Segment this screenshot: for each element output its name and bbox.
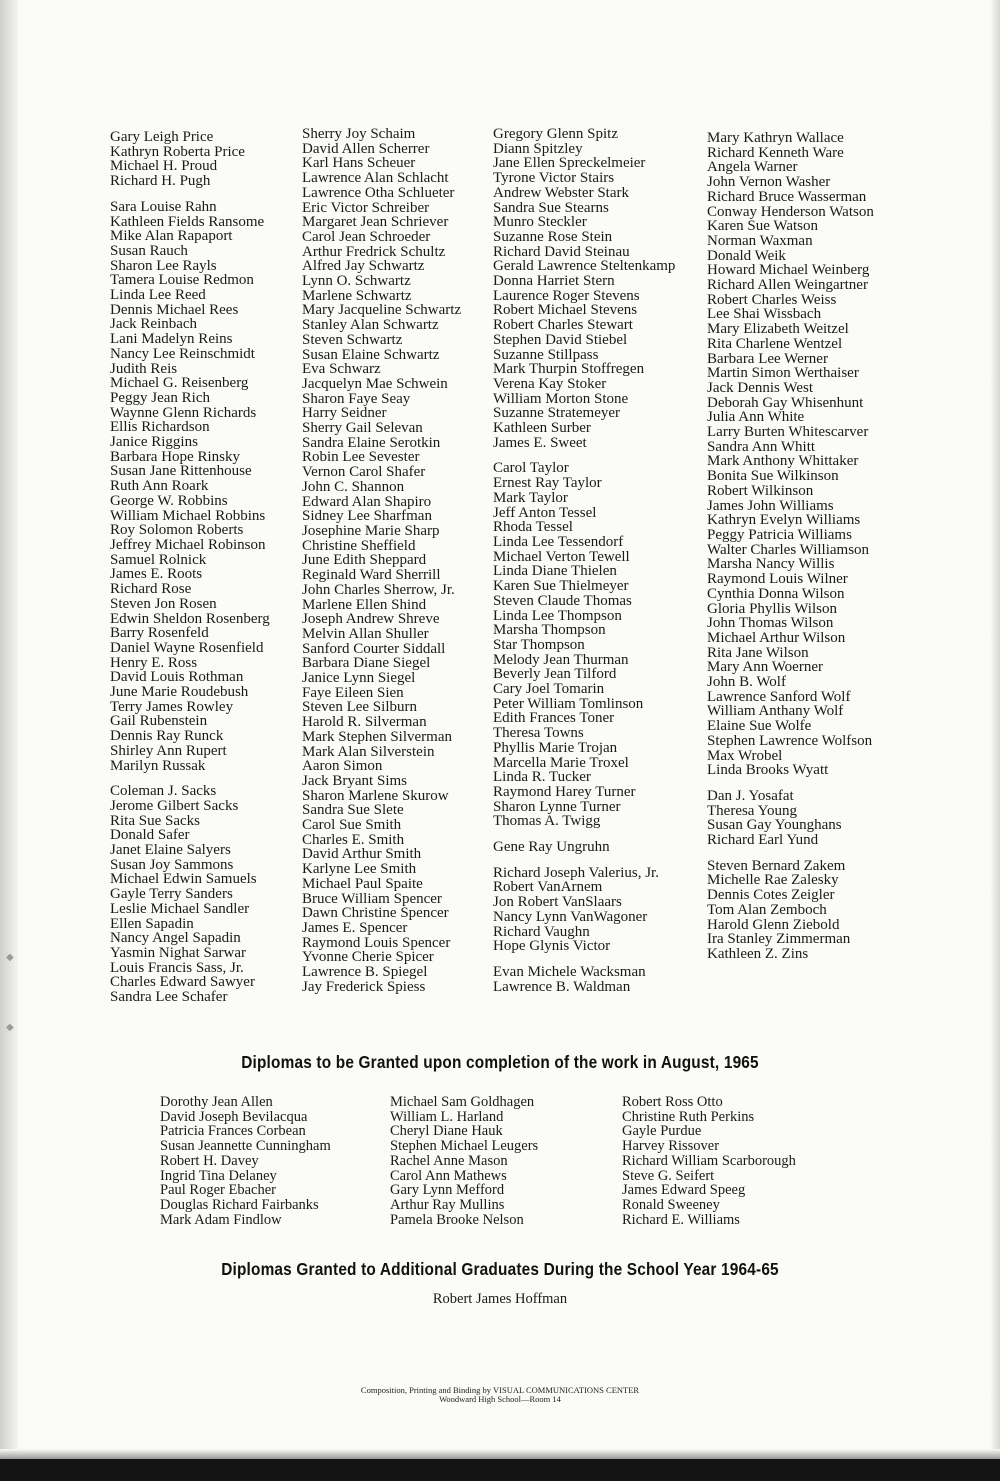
graduate-name: Rhoda Tessel [493,519,573,536]
graduate-name: Jon Robert VanSlaars [493,894,622,911]
graduate-name: Daniel Wayne Rosenfield [110,639,264,656]
graduate-name: Susan Joy Sammons [110,856,234,873]
graduate-name: Peggy Patricia Williams [707,526,852,543]
paper-bottom-shadow [0,1449,1000,1459]
graduate-name: Josephine Marie Sharp [302,522,440,539]
graduate-name: Robert VanArnem [493,879,603,896]
graduate-name: Lee Shai Wissbach [707,306,822,323]
graduate-name: Eva Schwarz [302,361,381,378]
graduate-name: Richard William Scarborough [622,1152,796,1169]
graduate-name: Gayle Purdue [622,1123,702,1140]
graduate-name: Sanford Courter Siddall [302,640,446,657]
graduate-name: Suzanne Rose Stein [493,228,613,245]
graduate-name: Theresa Young [707,802,797,819]
graduate-name: Mary Jacqueline Schwartz [302,302,462,319]
graduate-name: Gerald Lawrence Steltenkamp [493,258,676,275]
graduate-name: Susan Elaine Schwartz [302,346,440,363]
graduate-name: Sara Louise Rahn [110,198,217,215]
graduate-name: Sandra Lee Schafer [110,989,228,1006]
graduate-name: Harold R. Silverman [302,714,427,731]
graduate-name: Thomas A. Twigg [493,813,601,830]
graduate-name: Richard Allen Weingartner [707,277,868,294]
graduate-name: William Morton Stone [493,390,629,407]
graduate-name: Kathryn Roberta Price [110,143,245,160]
graduate-name: Lynn O. Schwartz [302,273,411,290]
graduate-name: Faye Eileen Sien [302,684,404,701]
graduate-name: Harry Seidner [302,405,387,422]
graduate-name: Harold Glenn Ziebold [707,916,840,933]
graduate-name: Michael Edwin Samuels [110,871,257,888]
graduate-name: Elaine Sue Wolfe [707,718,812,735]
graduate-name: Janice Lynn Siegel [302,670,416,687]
graduate-name: James John Williams [707,497,834,514]
additional-graduates-heading: Diplomas Granted to Additional Graduates During the School Year 1964-65 [221,1259,779,1279]
graduate-name: Terry James Rowley [110,698,234,715]
graduate-name: Linda Brooks Wyatt [707,762,829,779]
graduate-name: Gregory Glenn Spitz [493,126,618,142]
graduate-name: Suzanne Stillpass [493,346,599,363]
graduate-name: Paul Roger Ebacher [160,1182,276,1199]
graduate-name: Lawrence Alan Schlacht [302,170,449,187]
graduate-name: Theresa Towns [493,725,584,742]
graduate-name: Pamela Brooke Nelson [390,1211,524,1228]
graduate-name: Nancy Angel Sapadin [110,930,241,947]
graduate-name: Steven Schwartz [302,331,403,348]
margin-mark: ◆ [6,1022,14,1033]
graduate-name: Aaron Simon [302,758,383,775]
graduate-name: Mark Thurpin Stoffregen [493,361,645,378]
graduate-name: Melvin Allan Shuller [302,625,429,642]
graduate-name: Dan J. Yosafat [707,787,794,804]
graduate-name: Karl Hans Scheuer [302,155,416,172]
graduate-name: Kathleen Fields Ransome [110,213,265,230]
graduate-name: Raymond Louis Spencer [302,934,451,951]
graduate-name: Gary Lynn Mefford [390,1182,505,1199]
graduate-name: Edith Frances Toner [493,710,615,727]
graduate-name: Stephen David Stiebel [493,331,628,348]
graduate-name: Donald Weik [707,247,786,264]
graduate-name: Waynne Glenn Richards [110,404,257,421]
graduate-name: Patricia Frances Corbean [160,1123,306,1140]
paper-right-edge [990,0,1000,1481]
graduate-name: Henry E. Ross [110,654,198,671]
graduate-name: Stanley Alan Schwartz [302,317,439,334]
graduate-name: Jeff Anton Tessel [493,504,597,521]
graduate-name: Edward Alan Shapiro [302,493,432,510]
graduate-name: William L. Harland [390,1108,504,1125]
graduate-name: Deborah Gay Whisenhunt [707,394,864,411]
graduate-name: Dorothy Jean Allen [160,1094,273,1110]
graduates-column-2 [302,127,461,994]
graduate-name: Donald Safer [110,827,190,844]
graduate-name: Gene Ray Ungruhn [493,839,610,856]
graduate-name: Jacquelyn Mae Schwein [302,375,448,392]
graduate-name: Cynthia Donna Wilson [707,585,845,602]
graduate-name: Gail Rubenstein [110,713,208,730]
graduate-name: Lawrence B. Spiegel [302,964,428,981]
graduate-name: Mary Elizabeth Weitzel [707,321,849,338]
graduate-name: Hope Glynis Victor [493,938,611,955]
graduate-name: Dennis Cotes Zeigler [707,887,835,904]
graduate-name: Karen Sue Thielmeyer [493,578,629,595]
graduate-name: Bonita Sue Wilkinson [707,468,839,485]
graduate-name: Peter William Tomlinson [493,695,644,712]
graduate-name: Marsha Nancy Willis [707,556,835,573]
graduate-name: Andrew Webster Stark [493,184,629,201]
graduate-name: Janet Elaine Salyers [110,842,231,859]
graduate-name: Susan Rauch [110,242,188,259]
graduate-name: John C. Shannon [302,478,405,495]
graduate-name: Jane Ellen Spreckelmeier [493,155,646,172]
graduate-name: Eric Victor Schreiber [302,199,430,216]
graduate-name: Joseph Andrew Shreve [302,611,440,628]
graduate-name: Robert Michael Stevens [493,302,638,319]
graduate-name: Evan Michele Wacksman [493,963,646,980]
graduate-name: Arthur Ray Mullins [390,1196,505,1213]
graduate-name: Linda Lee Tessendorf [493,533,624,550]
graduate-name: Howard Michael Weinberg [707,262,870,279]
graduate-name: Susan Jane Rittenhouse [110,463,252,480]
graduate-name: Jeffrey Michael Robinson [110,536,266,553]
graduate-name: Nancy Lee Reinschmidt [110,345,255,362]
graduate-name: Peggy Jean Rich [110,389,210,406]
graduate-name: John Thomas Wilson [707,615,834,632]
graduates-column-1 [110,130,270,1005]
graduate-name: Richard Earl Yund [707,832,819,849]
graduate-name: Linda R. Tucker [493,769,591,786]
graduate-name: Linda Lee Reed [110,287,206,304]
graduate-name: Carol Taylor [493,460,569,477]
graduate-name: Kathleen Z. Zins [707,945,809,962]
graduate-name: Stephen Michael Leugers [390,1138,539,1155]
graduate-name: Marilyn Russak [110,757,206,774]
graduate-name: Janice Riggins [110,434,198,451]
graduate-name: Michael Arthur Wilson [707,629,846,646]
graduate-name: Vernon Carol Shafer [302,464,426,481]
imprint-line-1: Composition, Printing and Binding by VISUAL COMMUNICATIONS CENTER [360,1385,640,1395]
graduate-name: Sherry Joy Schaim [302,126,416,142]
graduate-name: Dawn Christine Spencer [302,905,449,922]
graduate-name: Karlyne Lee Smith [302,861,417,878]
graduate-name: Ingrid Tina Delaney [160,1167,277,1184]
graduate-name: Roy Solomon Roberts [110,522,244,539]
graduate-name: Cheryl Diane Hauk [390,1123,503,1140]
graduate-name: Carol Jean Schroeder [302,228,431,245]
graduate-name: Steve G. Seifert [622,1167,715,1184]
graduate-name: Raymond Harey Turner [493,783,636,800]
graduate-name: Edwin Sheldon Rosenberg [110,610,270,627]
graduate-name: Donna Harriet Stern [493,273,615,290]
graduate-name: Raymond Louis Wilner [707,571,848,588]
graduate-name: Kathryn Evelyn Williams [707,512,861,529]
august-column-2 [390,1095,538,1227]
graduate-name: Michael Verton Tewell [493,548,630,565]
graduate-name: Rita Charlene Wentzel [707,335,843,352]
graduate-name: Richard E. Williams [622,1211,740,1228]
graduate-name: Larry Burten Whitescarver [707,424,869,441]
graduate-name: Arthur Fredrick Schultz [302,243,446,260]
graduate-name: Marsha Thompson [493,622,606,639]
graduate-name: Ronald Sweeney [622,1196,720,1213]
graduate-name: Sandra Sue Stearns [493,199,609,216]
graduate-name: Suzanne Stratemeyer [493,405,621,422]
graduate-name: Lawrence B. Waldman [493,978,631,995]
graduate-name: Richard Joseph Valerius, Jr. [493,864,659,881]
graduate-name: June Marie Roudebush [110,684,249,701]
graduate-name: Sharon Marlene Skurow [302,787,449,804]
graduate-name: Richard Vaughn [493,923,590,940]
graduate-name: Michael Paul Spaite [302,875,423,892]
graduate-name: Robert Charles Weiss [707,291,837,308]
graduate-name: Robert Ross Otto [622,1094,723,1110]
graduate-name: Mark Stephen Silverman [302,728,452,745]
graduate-name: Rita Jane Wilson [707,644,809,661]
graduate-name: Michael G. Reisenberg [110,375,249,392]
graduate-name: Jack Reinbach [110,316,198,333]
graduate-name: Sharon Lynne Turner [493,798,621,815]
graduate-name: Leslie Michael Sandler [110,900,250,917]
graduate-name: Robert Charles Stewart [493,317,633,334]
graduate-name: Gayle Terry Sanders [110,886,233,903]
graduate-name: Michael Sam Goldhagen [390,1094,535,1110]
paper-left-edge [0,0,18,1481]
graduate-name: Cary Joel Tomarin [493,681,605,698]
graduate-name: Karen Sue Watson [707,218,818,235]
graduate-name: Richard Bruce Wasserman [707,188,867,205]
imprint-line-2: Woodward High School—Room 14 [439,1394,561,1404]
graduate-name: Shirley Ann Rupert [110,742,227,759]
graduate-name: Barry Rosenfeld [110,625,209,642]
graduate-name: James Edward Speeg [622,1182,746,1199]
graduate-name: Sharon Faye Seay [302,390,411,407]
graduate-name: Mark Adam Findlow [160,1211,282,1228]
graduate-name: Michelle Rae Zalesky [707,872,839,889]
graduate-name: Mark Anthony Whittaker [707,453,859,470]
graduate-name: Diann Spitzley [493,140,583,157]
graduate-name: David Arthur Smith [302,846,422,863]
graduate-name: Bruce William Spencer [302,890,442,907]
graduate-name: Conway Henderson Watson [707,203,874,220]
graduate-name: Tom Alan Zemboch [707,901,827,918]
graduate-name: Charles Edward Sawyer [110,974,255,991]
graduate-name: Sandra Ann Whitt [707,438,816,455]
graduates-column-3 [493,127,675,994]
graduate-name: Marcella Marie Troxel [493,754,629,771]
graduate-name: Richard David Steinau [493,243,630,260]
graduate-name: John B. Wolf [707,674,786,691]
graduate-name: Laurence Roger Stevens [493,287,640,304]
graduate-name: June Edith Sheppard [302,552,427,569]
graduate-name: Steven Lee Silburn [302,699,417,716]
graduate-name: Ellen Sapadin [110,915,194,932]
graduate-name: Marlene Schwartz [302,287,412,304]
graduate-name: Verena Kay Stoker [493,375,607,392]
graduate-name: Julia Ann White [707,409,805,426]
graduate-name: Lawrence Otha Schlueter [302,184,455,201]
graduate-name: Gary Leigh Price [110,129,214,145]
graduate-name: Richard H. Pugh [110,173,211,190]
graduate-name: Norman Waxman [707,232,813,249]
graduate-name: Mike Alan Rapaport [110,228,233,245]
graduate-name: Tamera Louise Redmon [110,272,254,289]
scan-bottom-border [0,1459,1000,1481]
graduate-name: Sherry Gail Selevan [302,420,423,437]
graduate-name: George W. Robbins [110,492,228,509]
graduate-name: Yvonne Cherie Spicer [302,949,434,966]
august-column-1 [160,1095,331,1227]
graduate-name: Sandra Sue Slete [302,802,404,819]
graduate-name: Mary Ann Woerner [707,659,823,676]
graduate-name: Ellis Richardson [110,419,210,436]
graduate-name: Michael H. Proud [110,158,218,175]
august-column-3 [622,1095,796,1227]
graduate-name: Dennis Michael Rees [110,301,239,318]
graduate-name: Martin Simon Werthaiser [707,365,859,382]
graduate-name: Kathleen Surber [493,420,591,437]
graduate-name: Star Thompson [493,636,585,653]
graduate-name: Barbara Lee Werner [707,350,828,367]
graduate-name: Sidney Lee Sharfman [302,508,432,525]
graduate-name: Max Wrobel [707,747,783,764]
graduate-name: Christine Ruth Perkins [622,1108,755,1125]
graduate-name: Lawrence Sanford Wolf [707,688,851,705]
graduate-name: David Louis Rothman [110,669,244,686]
graduate-name: Nancy Lynn VanWagoner [493,908,648,925]
graduate-name: Alfred Jay Schwartz [302,258,425,275]
graduate-name: Robert H. Davey [160,1152,259,1169]
graduate-name: Sharon Lee Rayls [110,257,217,274]
graduate-name: Steven Claude Thomas [493,592,632,609]
graduate-name: Walter Charles Williamson [707,541,870,558]
graduate-name: Louis Francis Sass, Jr. [110,959,244,976]
graduate-name: Steven Bernard Zakem [707,857,846,874]
graduate-name: Christine Sheffield [302,537,416,554]
graduate-name: Susan Jeannette Cunningham [160,1138,331,1155]
graduate-name: Dennis Ray Runck [110,728,224,745]
graduate-name: Charles E. Smith [302,831,405,848]
graduate-name: Mary Kathryn Wallace [707,130,844,146]
graduate-name: Rachel Anne Mason [390,1152,508,1169]
graduate-name: Rita Sue Sacks [110,812,200,829]
graduate-name: Ernest Ray Taylor [493,475,602,492]
graduate-name: Marlene Ellen Shind [302,596,427,613]
graduate-name: William Anthany Wolf [707,703,844,720]
graduate-name: Jerome Gilbert Sacks [110,797,239,814]
graduate-name: Ira Stanley Zimmerman [707,931,851,948]
graduate-name: Samuel Rolnick [110,551,207,568]
graduate-name: Robert Wilkinson [707,482,814,499]
graduate-name: Mark Taylor [493,489,568,506]
graduate-name: Phyllis Marie Trojan [493,739,618,756]
graduate-name: Tyrone Victor Stairs [493,170,615,187]
graduate-name: Jack Dennis West [707,379,813,396]
graduate-name: Carol Ann Mathews [390,1167,507,1184]
graduate-name: James E. Roots [110,566,203,583]
graduate-name: Barbara Diane Siegel [302,655,431,672]
august-diplomas-heading: Diplomas to be Granted upon completion of the work in August, 1965 [241,1052,759,1072]
graduate-name: Harvey Rissover [622,1138,720,1155]
graduate-name: Jay Frederick Spiess [302,978,426,995]
graduate-name: James E. Sweet [493,434,587,451]
graduate-name: John Charles Sherrow, Jr. [302,581,455,598]
graduate-name: John Vernon Washer [707,174,831,191]
graduate-name: Jack Bryant Sims [302,772,407,789]
graduate-name: Carol Sue Smith [302,817,402,834]
graduate-name: David Allen Scherrer [302,140,430,157]
graduate-name: Ruth Ann Roark [110,478,209,495]
graduate-name: James E. Spencer [302,919,408,936]
graduate-name: Beverly Jean Tilford [493,666,617,683]
graduate-name: Lani Madelyn Reins [110,331,233,348]
graduate-name: Linda Diane Thielen [493,563,617,580]
graduate-name: Melody Jean Thurman [493,651,629,668]
graduate-name: Coleman J. Sacks [110,783,217,800]
graduate-name: Susan Gay Younghans [707,817,842,834]
graduates-column-4 [707,131,874,962]
graduate-name: Stephen Lawrence Wolfson [707,732,873,749]
graduate-name: Margaret Jean Schriever [302,214,449,231]
graduate-name: Yasmin Nighat Sarwar [110,944,246,961]
graduate-name: Reginald Ward Sherrill [302,567,441,584]
graduate-name: Steven Jon Rosen [110,595,217,612]
graduate-name: Richard Kenneth Ware [707,144,844,161]
graduate-name: Judith Reis [110,360,178,377]
graduate-name: Angela Warner [707,159,798,176]
additional-graduate-name: Robert James Hoffman [432,1291,568,1307]
graduate-name: Sandra Elaine Serotkin [302,434,441,451]
graduate-name: Munro Steckler [493,214,587,231]
margin-mark: ◆ [6,952,14,963]
graduate-name: Mark Alan Silverstein [302,743,435,760]
graduate-name: Robin Lee Sevester [302,449,420,466]
graduate-name: Barbara Hope Rinsky [110,448,240,465]
graduate-name: Linda Lee Thompson [493,607,622,624]
graduate-name: David Joseph Bevilacqua [160,1108,308,1125]
graduate-name: Gloria Phyllis Wilson [707,600,837,617]
graduate-name: William Michael Robbins [110,507,266,524]
graduate-name: Douglas Richard Fairbanks [160,1196,319,1213]
graduate-name: Richard Rose [110,581,192,598]
